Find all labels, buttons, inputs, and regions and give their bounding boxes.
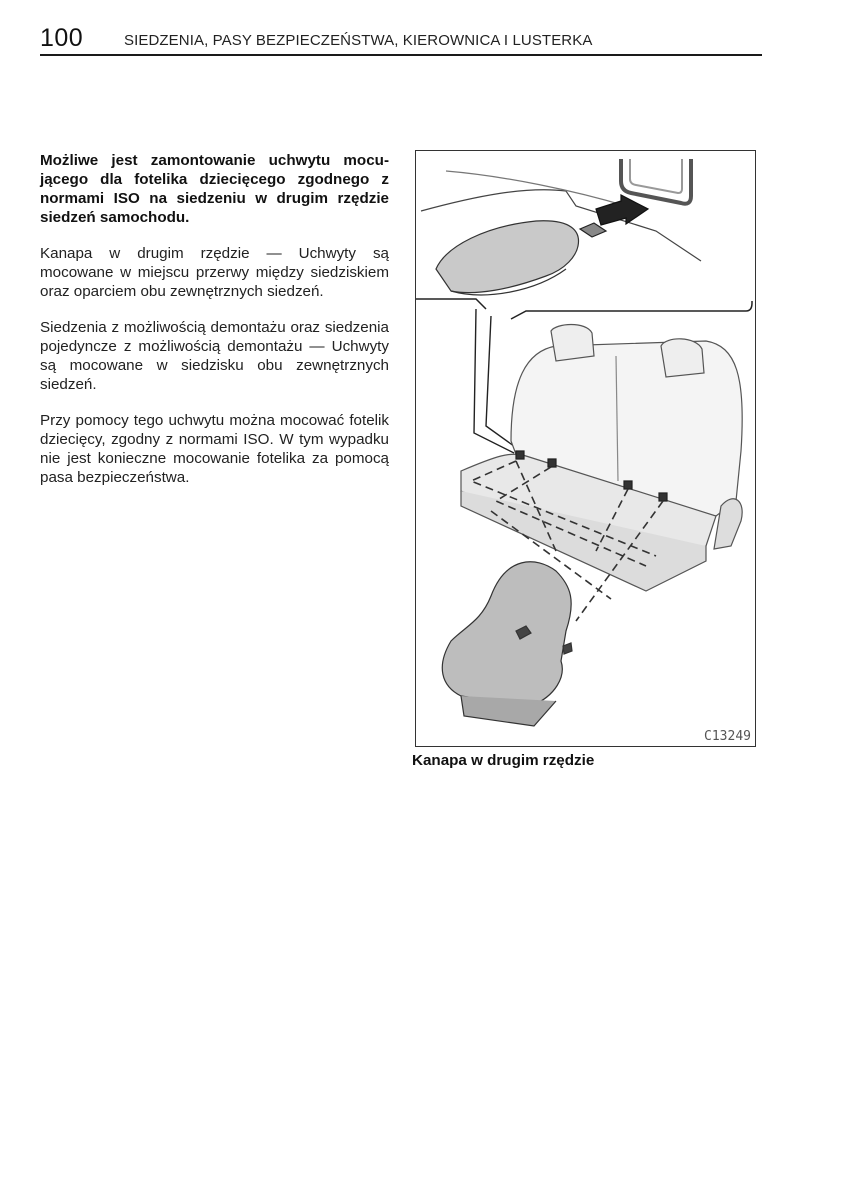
lead-paragraph: Możliwe jest zamontowanie uchwytu mocującego dla fotelika dziecięcego zgodnego z normami ISO na siedzeniu w drugim rzędzie siedzeń samochodu. — [40, 152, 389, 226]
bench-seat — [461, 325, 742, 592]
illustration-frame — [415, 150, 756, 747]
section-title: SIEDZENIA, PASY BEZPIECZEŃSTWA, KIEROWNICA I LUSTERKA — [124, 32, 593, 49]
inset-detail — [416, 159, 752, 319]
body-text — [40, 151, 389, 504]
paragraph-removable-seats: Siedzenia z możliwością demontażu oraz siedzenia pojedyncze z możliwością demontażu — Uchwyty są mocowane w siedzisku obu zewnętrznych siedzeń. — [40, 319, 389, 393]
paragraph-bench: Kanapa w drugim rzędzie — Uchwyty są mocowane w miejscu przerwy między siedziskiem oraz oparciem obu zewnętrznych siedzeń. — [40, 245, 389, 300]
child-seat — [442, 562, 572, 726]
page-number: 100 — [40, 24, 84, 52]
figure-code: C13249 — [704, 729, 751, 744]
figure-caption: Kanapa w drugim rzędzie — [412, 752, 595, 769]
paragraph-iso-mounting: Przy pomocy tego uchwytu można mocować fotelik dziecięcy, zgodny z normami ISO. W tym wypadku nie jest konieczne mocowanie fotelika za pomocą pasa bezpieczeństwa. — [40, 412, 389, 486]
seat-illustration — [416, 151, 757, 748]
page-header — [40, 26, 762, 56]
